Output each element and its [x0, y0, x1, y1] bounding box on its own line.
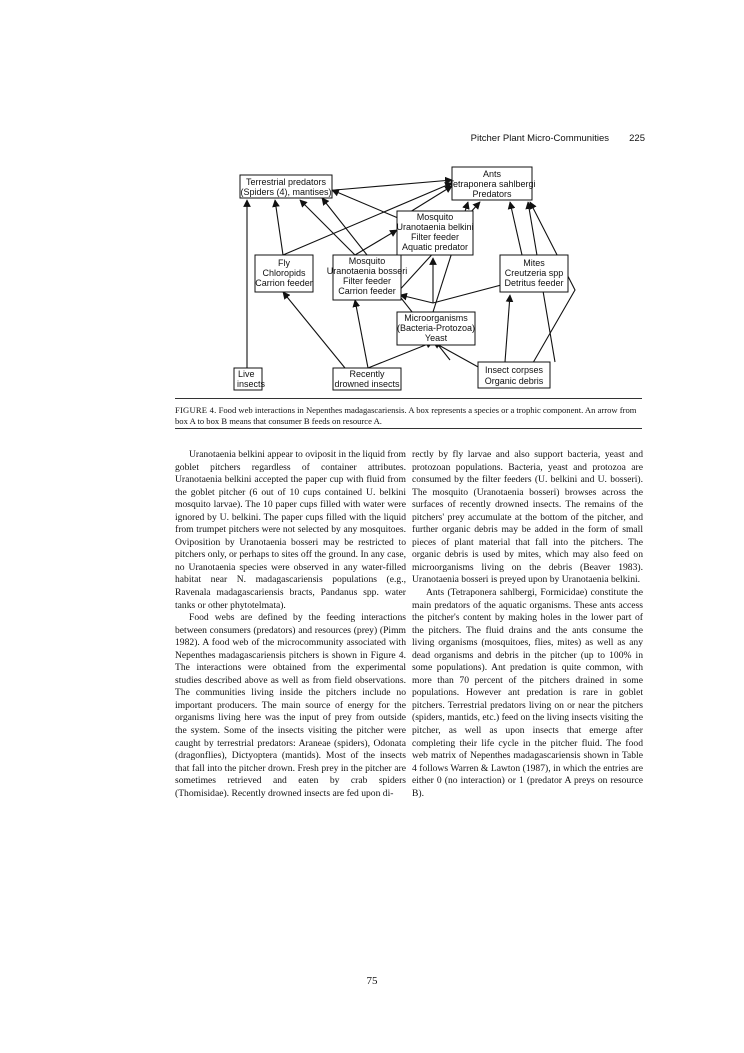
caption-label: FIGURE 4.: [175, 405, 217, 415]
svg-text:Recently: Recently: [349, 369, 385, 379]
svg-text:Aquatic predator: Aquatic predator: [401, 242, 469, 252]
arrow-micro-to-bosseri: [400, 295, 433, 303]
svg-text:Detritus feeder: Detritus feeder: [504, 278, 564, 288]
box-terrestrial-predators: [240, 175, 332, 198]
food-web-diagram: [0, 0, 744, 420]
arrow-fly-to-terrestrial: [275, 200, 283, 255]
arrow-belkini-to-ants: [410, 186, 452, 212]
svg-text:Predators: Predators: [472, 189, 512, 199]
page-folio: 75: [366, 975, 378, 987]
box-insect-corpses: [478, 362, 550, 388]
figure-caption: [175, 405, 645, 427]
arrow-bosseri-to-belkini: [355, 230, 397, 255]
svg-text:Insect corpses: Insect corpses: [484, 365, 544, 375]
svg-text:Filter feeder: Filter feeder: [410, 232, 460, 242]
svg-text:Terrestrial predators: Terrestrial predators: [245, 177, 327, 187]
svg-text:Carrion feeder: Carrion feeder: [255, 278, 313, 288]
box-microorganisms: [397, 312, 475, 345]
svg-text:Fly: Fly: [278, 258, 290, 268]
figure-rule-bottom: [175, 428, 642, 429]
arrow-mites-to-ants: [510, 202, 522, 255]
svg-text:(Spiders (4), mantises): (Spiders (4), mantises): [240, 187, 332, 197]
svg-text:Tetraponera sahlbergi: Tetraponera sahlbergi: [448, 179, 536, 189]
svg-text:Mites: Mites: [523, 258, 545, 268]
paragraph: Uranotaenia belkini appear to oviposit in the liquid from goblet pitchers regardless of container attributes. Uranotaenia belkini accepted the paper cup with fluid from the goblet pitcher (6 out of 10 cups contained U. belkini mosquito larvae). The 10 paper cups filled with water were ignored by U. belkini. The paper cups filled with the liquid from trumpet pitchers were not selected by any mosquitoes. Oviposition by Uranotaenia bosseri may be restricted to pitchers only, or perhaps to sites off the ground. In any case, no Uranotaenia species were observed in any water-filled habitat near N. madagascariensis populations (e.g., Ravenala madagascariensis bracts, Pandanus spp. water tanks or other phytotelmata).: [175, 449, 406, 611]
arrow-belkini-to-terrestrial: [332, 190, 398, 218]
arrow-corpses-to-micro: [433, 342, 480, 368]
svg-text:(Bacteria-Protozoa): (Bacteria-Protozoa): [396, 323, 476, 333]
box-fly: [255, 255, 313, 292]
svg-text:Filter feeder: Filter feeder: [342, 276, 392, 286]
svg-text:Organic debris: Organic debris: [484, 376, 544, 386]
svg-text:Microorganisms: Microorganisms: [404, 313, 468, 323]
box-mosquito-belkini: [396, 211, 473, 255]
svg-text:Yeast: Yeast: [424, 333, 448, 343]
svg-text:Uranotaenia belkini: Uranotaenia belkini: [396, 222, 474, 232]
box-drowned-insects: [333, 368, 401, 390]
journal-page-number: 225: [629, 133, 645, 144]
box-ants: [448, 167, 535, 200]
arrow-drowned-to-fly: [283, 292, 345, 368]
running-title: Pitcher Plant Micro-Communities: [470, 133, 609, 144]
paragraph: rectly by fly larvae and also support bacteria, yeast and protozoan populations. Bacteria, yeast and protozoa are consumed by the filter feeders (U. belkini and U. bosseri). The mosquito (Uranotaenia bosseri) browses across the surfaces of recently drowned insects. The remains of the pitchers' prey accumulate at the bottom of the pitcher, and further organic debris may be added in the form of small pieces of plant material that fall into the pitchers. The organic debris is used by mites, which may also feed on microorganisms living on the debris (Beaver 1983). Uranotaenia bosseri is preyed upon by Uranotaenia belkini.: [412, 449, 643, 586]
svg-text:Mosquito: Mosquito: [348, 256, 386, 266]
figure-rule-top: [175, 398, 642, 399]
box-mites: [500, 255, 568, 292]
box-live-insects: [234, 368, 266, 390]
svg-text:Carrion feeder: Carrion feeder: [338, 286, 396, 296]
arrow-drowned-to-bosseri: [355, 300, 368, 368]
svg-text:Mosquito: Mosquito: [416, 212, 454, 222]
svg-text:insects: insects: [237, 379, 266, 389]
svg-text:Ants: Ants: [482, 169, 502, 179]
box-mosquito-bosseri: [327, 255, 408, 300]
svg-text:Chloropids: Chloropids: [262, 268, 306, 278]
svg-text:Live: Live: [238, 369, 255, 379]
svg-text:Uranotaenia bosseri: Uranotaenia bosseri: [326, 266, 408, 276]
text-column-right: [412, 449, 643, 800]
arrow-terrestrial-to-ants: [335, 180, 452, 190]
caption-text: Food web interactions in Nepenthes madagascariensis. A box represents a species or a trophic component. An arrow from box A to box B means that consumer B feeds on resource A.: [175, 405, 637, 426]
paragraph: Ants (Tetraponera sahlbergi, Formicidae) constitute the main predators of the aquatic organisms. These ants access the pitcher's content by making holes in the lower part of the pitchers. The fluid drains and the ants consume the living organisms (mosquitoes, flies, mites) as well as any dead organisms and debris in the pitcher (up to 100% in some populations). Ant predation is quite common, with more than 70 percent of the pitchers drained in some populations. However ant predation is rare in goblet pitchers. Terrestrial predators living on or near the pitchers (spiders, mantids, etc.) feed on the living insects visiting the pitcher, as well as upon insects that emerge after completing their life cycle in the pitcher fluid. The food web matrix of Nepenthes madagascariensis shown in Table 4 follows Warren & Lawton (1987), in which the entries are either 0 (no interaction) or 1 (predator A preys on resource B).: [412, 587, 643, 799]
svg-text:drowned insects: drowned insects: [334, 379, 400, 389]
svg-text:Creutzeria spp: Creutzeria spp: [504, 268, 564, 278]
arrow-corpses-to-mites: [505, 295, 510, 362]
text-column-left: [175, 449, 406, 800]
arrow-drowned-to-micro: [368, 342, 433, 368]
paragraph: Food webs are defined by the feeding interactions between consumers (predators) and resources (prey) (Pimm 1982). A food web of the microcommunity associated with Nepenthes madagascariensis pitchers is shown in Figure 4. The interactions were obtained from the experimental studies described above as well as from field observations. The communities living inside the pitchers include no important producers. The main source of energy for the organisms living here was the input of prey from outside the system. Some of the insects visiting the pitcher were caught by terrestrial predators: Araneae (spiders), Odonata (dragonflies), Dictyoptera (mantids). Most of the insects that fall into the pitcher drown. Fresh prey in the pitcher are sometimes retrieved and eaten by crab spiders (Thomisidae). Recently drowned insects are fed upon di-: [175, 612, 406, 799]
